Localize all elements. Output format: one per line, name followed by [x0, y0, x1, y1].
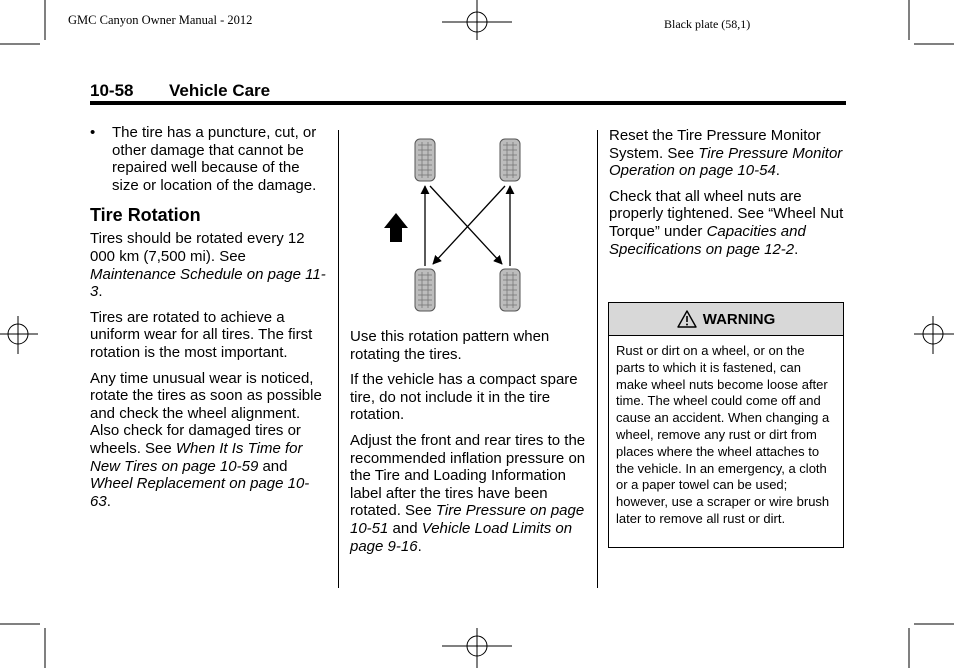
text: . [106, 492, 111, 510]
manual-title: GMC Canyon Owner Manual - 2012 [68, 13, 253, 27]
rear-left-tire [415, 269, 435, 311]
paragraph [609, 127, 845, 180]
warning-triangle-icon [677, 310, 697, 328]
bullet-item [90, 124, 328, 194]
cross-reference[interactable]: Vehicle Load Limits on page 9-16 [350, 519, 573, 555]
bullet-symbol: • [90, 124, 96, 141]
tire-rotation-diagram [380, 134, 540, 314]
column-2 [350, 328, 590, 563]
forward-direction-icon [384, 213, 408, 242]
paragraph: If the vehicle has a compact spare tire, do not include it in the tire rotation. [350, 371, 578, 424]
text: Any time unusual wear is noticed, rotate the tires as soon as possible and check the wheel alignment. Also check for damaged tires or wheels. See [90, 369, 322, 457]
cross-reference[interactable]: Maintenance Schedule on page 11-3 [90, 265, 326, 301]
text: . [417, 537, 422, 555]
warning-text: Rust or dirt on a wheel, or on the parts to which it is fastened, can make wheel nuts become loose after time. The wheel could come off and cause an accident. When changing a wheel, remove any rust or dirt from places where the wheel attaches to the vehicle. In an emergency, a cloth or a paper towel can be used; however, use a scraper or wire brush later to remove all rust or dirt. [616, 343, 830, 526]
column-divider [597, 130, 598, 588]
front-right-tire [500, 139, 520, 181]
text: Reset the Tire Pressure Monitor System. See [609, 127, 821, 162]
section-heading: Tire Rotation [90, 205, 201, 226]
rear-right-tire [500, 269, 520, 311]
column-1 [90, 124, 328, 518]
warning-title: WARNING [702, 310, 776, 328]
paragraph: Tires are rotated to achieve a uniform wear for all tires. The first rotation is the most important. [90, 308, 313, 361]
warning-header [609, 303, 843, 336]
text: . [775, 162, 780, 180]
text: Tires should be rotated every 12 000 km (7,500 mi). See [90, 230, 305, 265]
plate-label: Black plate (58,1) [664, 17, 751, 31]
cross-reference[interactable]: When It Is Time for New Tires on page 10-59 [90, 439, 303, 475]
cross-reference[interactable]: Wheel Replacement on page 10-63 [90, 475, 310, 510]
text: and [258, 457, 288, 475]
column-3 [609, 127, 845, 266]
column-divider [338, 130, 339, 588]
section-title: Vehicle Care [169, 81, 271, 100]
text: Adjust the front and rear tires to the recommended inflation pressure on the Tire and Loading Information label after the tires have been rotated. See [350, 431, 586, 520]
text: . [98, 283, 103, 301]
text: . [794, 240, 799, 258]
page-number: 10-58 [90, 81, 134, 100]
paragraph [90, 230, 328, 300]
paragraph [350, 432, 590, 555]
front-left-tire [415, 139, 435, 181]
paragraph [609, 188, 845, 258]
bullet-text: The tire has a puncture, cut, or other damage that cannot be repaired well because of the size or location of the damage. [112, 124, 317, 194]
paragraph [90, 370, 328, 511]
text: and [388, 519, 422, 537]
cross-reference[interactable]: Capacities and Specifications on page 12-2 [609, 222, 806, 258]
cross-reference[interactable]: Tire Pressure Monitor Operation on page 10-54 [609, 144, 843, 180]
text: Check that all wheel nuts are properly tightened. See “Wheel Nut Torque” under [609, 187, 844, 240]
warning-box [608, 302, 844, 548]
header-rule [90, 101, 846, 105]
paragraph: Use this rotation pattern when rotating the tires. [350, 328, 550, 363]
cross-reference[interactable]: Tire Pressure on page 10-51 [350, 502, 585, 537]
